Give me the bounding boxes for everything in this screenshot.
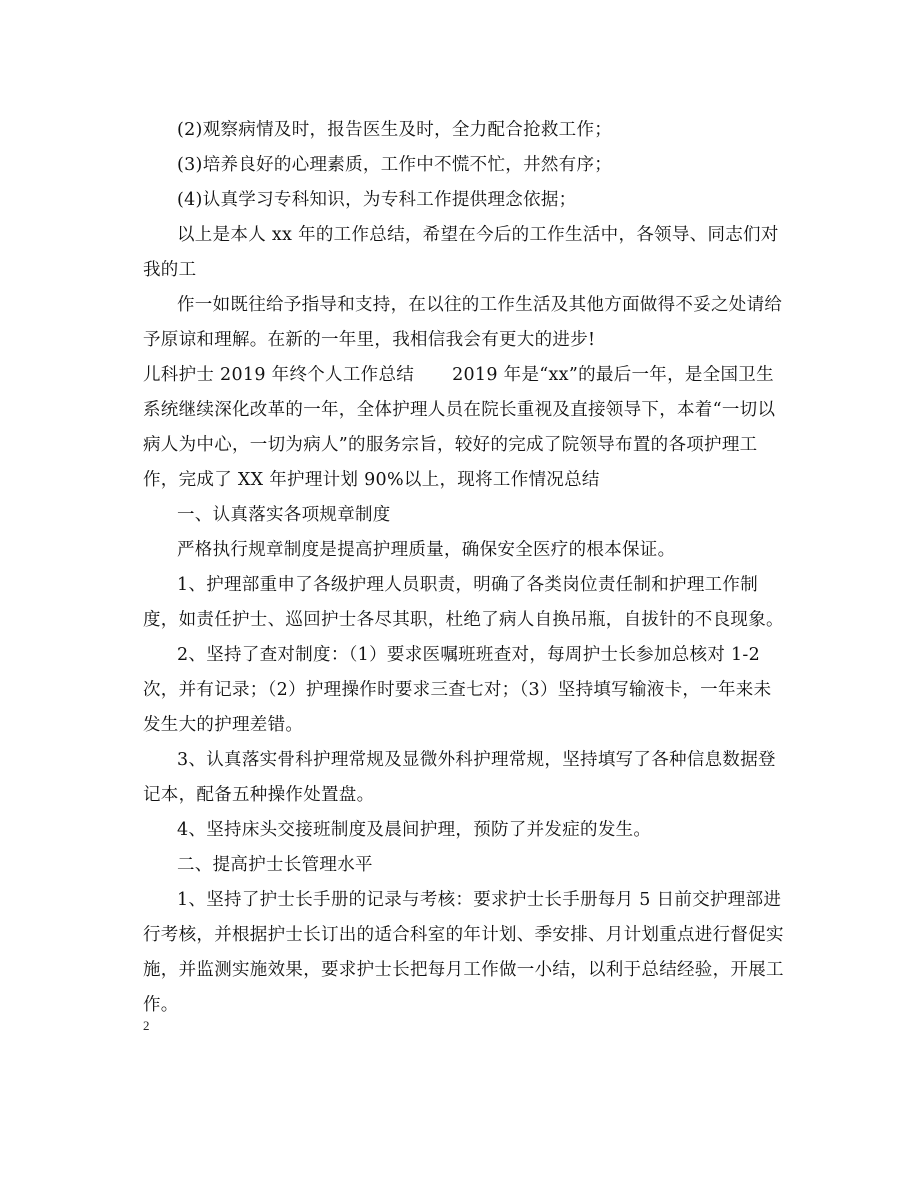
paragraph-10: 3、认真落实骨科护理常规及显微外科护理常规，坚持填写了各种信息数据登记本，配备五种操作处置盘。 (143, 750, 776, 805)
paragraph-4: 以上是本人 xx 年的工作总结，希望在今后的工作生活中，各领导、同志们对我的工 (143, 225, 779, 280)
paragraph-8: 1、护理部重申了各级护理人员职责，明确了各类岗位责任制和护理工作制度，如责任护士、巡回护士各尽其职，杜绝了病人自换吊瓶，自拔针的不良现象。 (143, 575, 784, 630)
paragraph-12: 1、坚持了护士长手册的记录与考核：要求护士长手册每月 5 日前交护理部进行考核，并根据护士长订出的适合科室的年计划、季安排、月计划重点进行督促实施，并监测实施效果，要求护士长把每月工作做一小结，以利于总结经验，开展工作。 (143, 890, 784, 1015)
paragraph-3: (4)认真学习专科知识，为专科工作提供理念依据； (177, 190, 577, 210)
document-body (143, 113, 787, 1023)
page-number: 2 (143, 1018, 150, 1033)
heading-1: 一、认真落实各项规章制度 (177, 505, 391, 525)
paragraph-5: 作一如既往给予指导和支持，在以往的工作生活及其他方面做得不妥之处请给予原谅和理解。在新的一年里，我相信我会有更大的进步! (143, 295, 783, 350)
paragraph-11: 4、坚持床头交接班制度及晨间护理，预防了并发症的发生。 (177, 820, 652, 840)
paragraph-2: (3)培养良好的心理素质，工作中不慌不忙，井然有序； (177, 155, 613, 175)
heading-2: 二、提高护士长管理水平 (177, 855, 373, 875)
section-intro: 2019 年是“xx”的最后一年，是全国卫生系统继续深化改革的一年，全体护理人员在院长重视及直接领导下，本着“一切以病人为中心，一切为病人”的服务宗旨，较好的完成了院领导布置的各项护理工作，完成了 XX 年护理计划 90%以上，现将工作情况总结 (143, 365, 776, 490)
section-title: 儿科护士 2019 年终个人工作总结 (143, 365, 415, 385)
paragraph-1: (2)观察病情及时，报告医生及时，全力配合抢救工作； (177, 120, 613, 140)
paragraph-9: 2、坚持了查对制度：（1）要求医嘱班班查对，每周护士长参加总核对 1-2 次，并有记录；（2）护理操作时要求三查七对；（3）坚持填写输液卡，一年来未发生大的护理差错。 (143, 645, 772, 735)
paragraph-6 (143, 358, 787, 498)
paragraph-7: 严格执行规章制度是提高护理质量，确保安全医疗的根本保证。 (177, 540, 676, 560)
